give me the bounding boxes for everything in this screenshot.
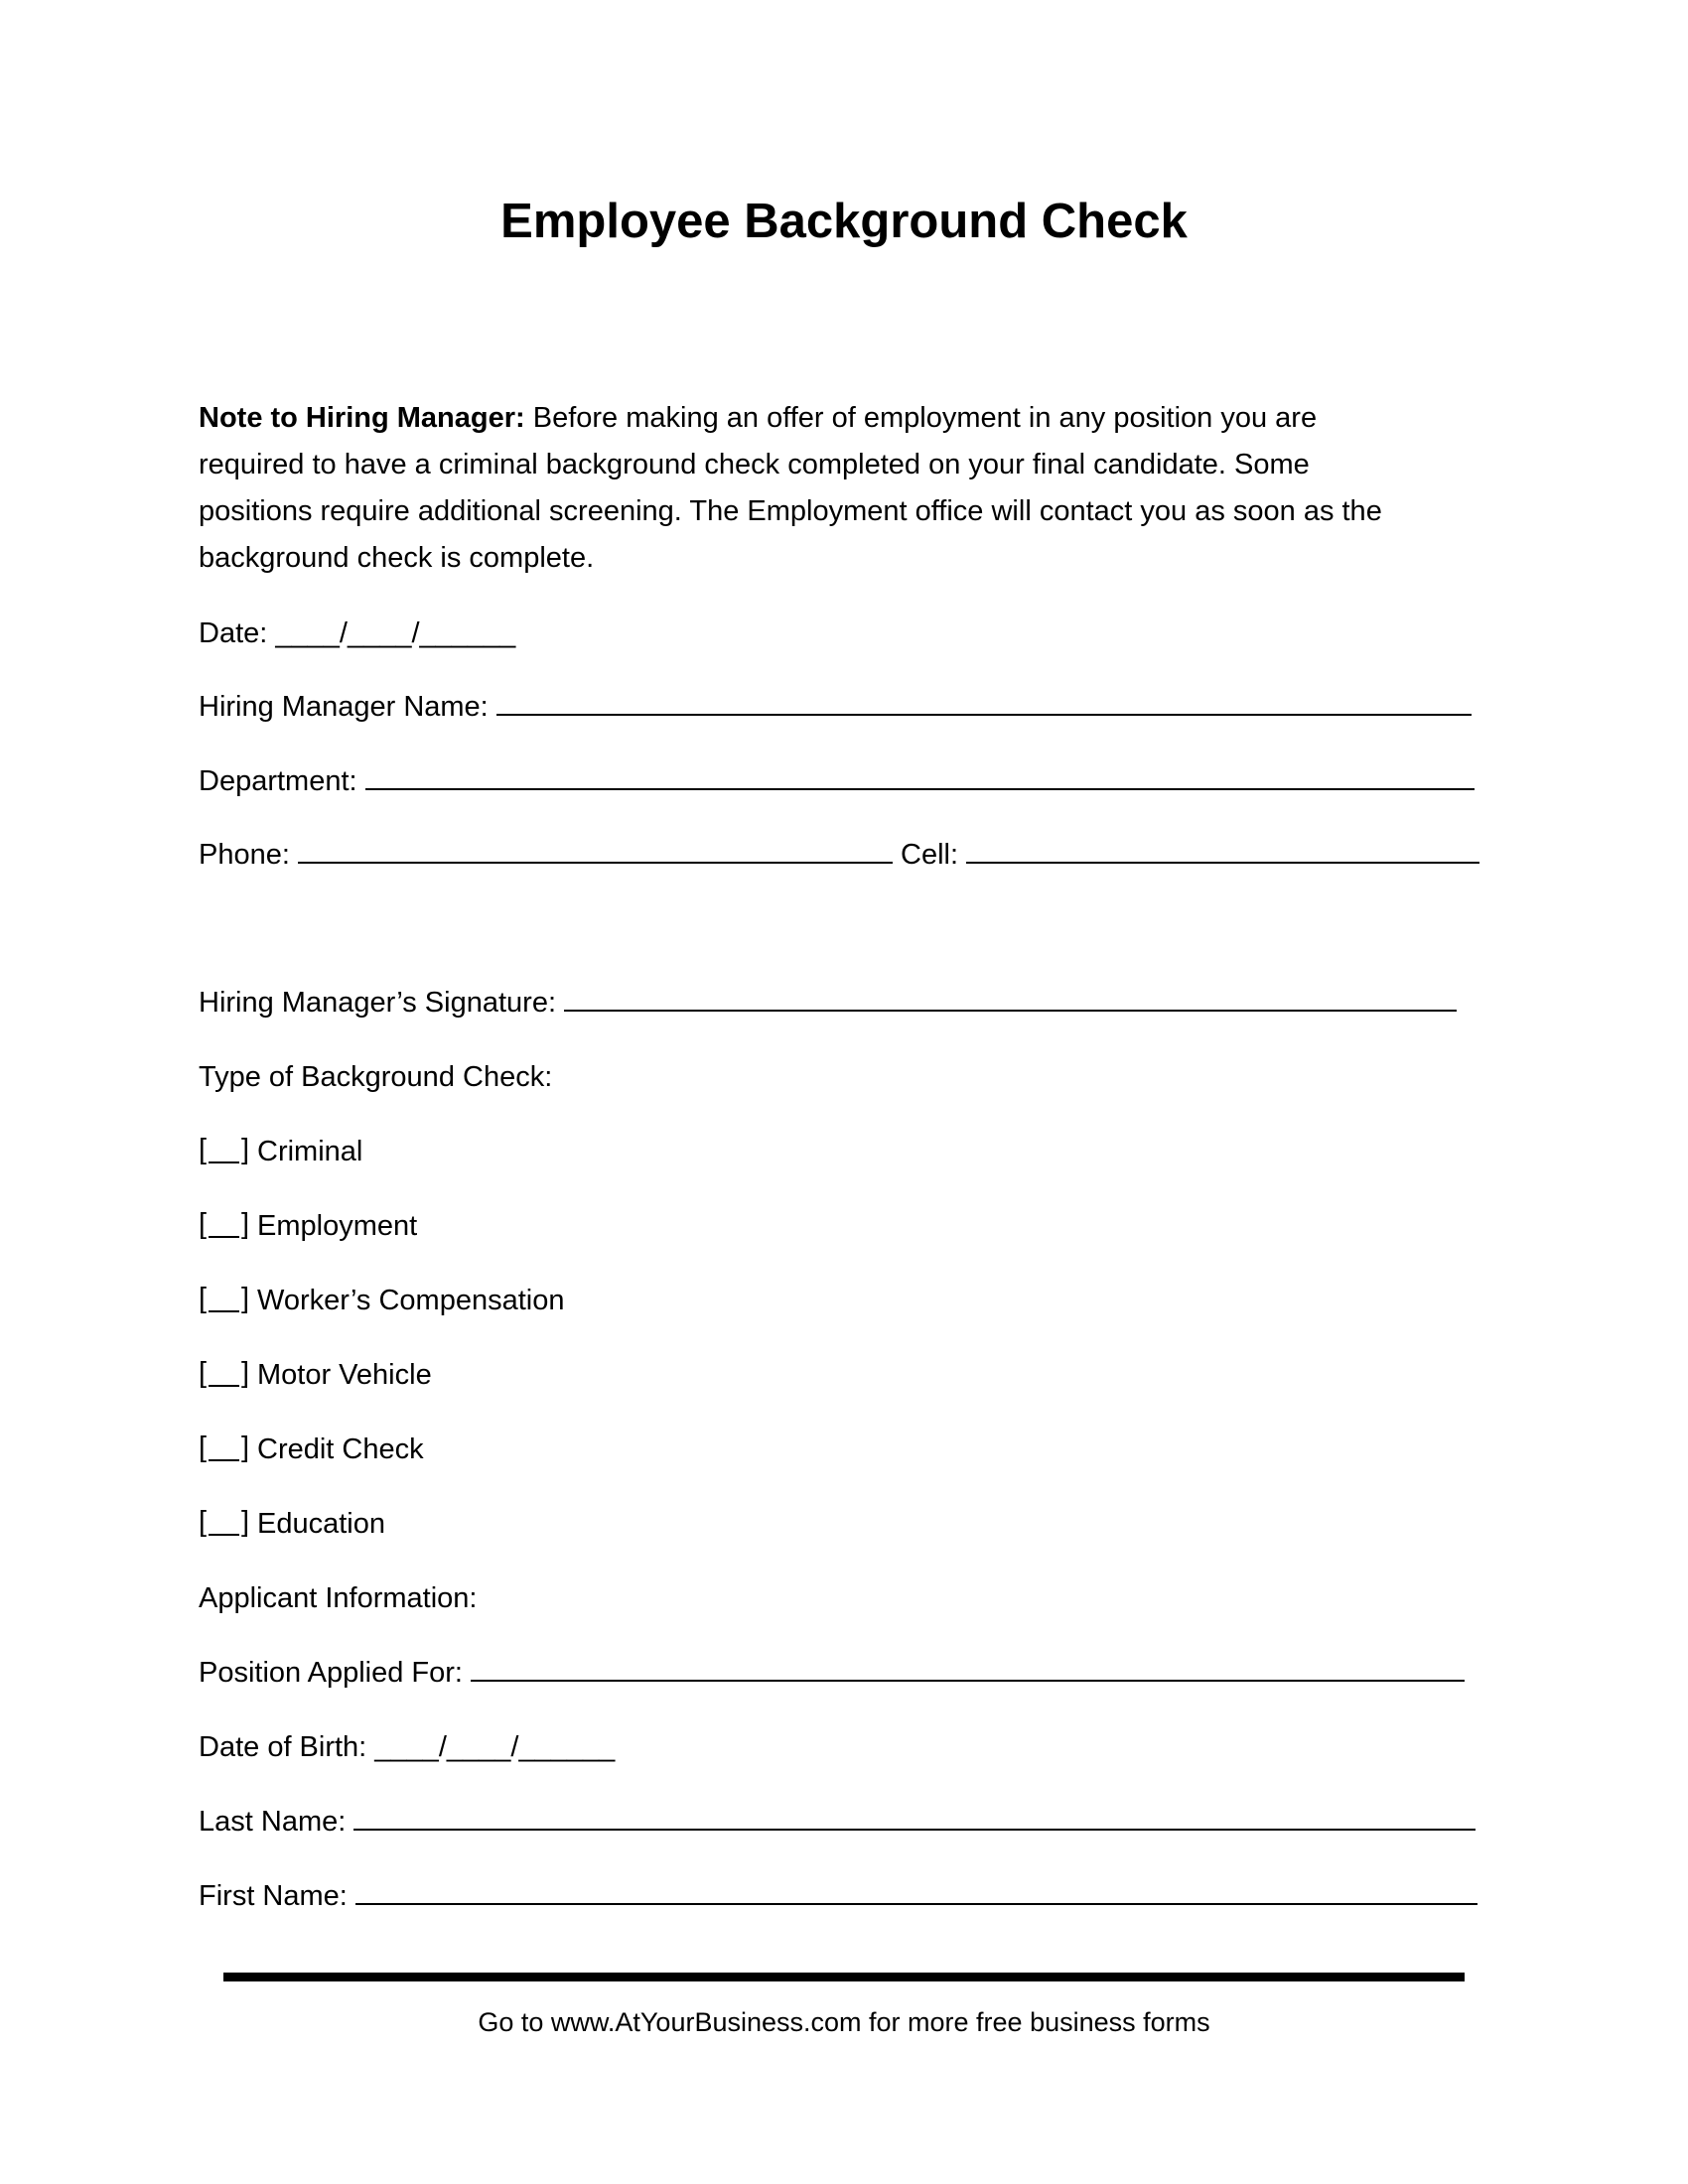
last-name-field[interactable] — [199, 1802, 1476, 1842]
last-name-line[interactable] — [353, 1803, 1476, 1831]
check-option-criminal[interactable] — [199, 1132, 362, 1171]
applicant-information-heading — [199, 1578, 477, 1618]
date-of-birth-field[interactable] — [199, 1727, 615, 1767]
check-label-education: Education — [257, 1508, 385, 1540]
background-check-type-heading — [199, 1057, 552, 1097]
note-line-1 — [199, 395, 1489, 442]
phone-label: Phone: — [199, 839, 290, 871]
department-line[interactable] — [365, 762, 1475, 790]
position-applied-line[interactable] — [471, 1654, 1465, 1682]
checkbox-employment[interactable]: [ ] — [199, 1208, 249, 1240]
checkbox-education[interactable]: [ ] — [199, 1506, 249, 1538]
last-name-label: Last Name: — [199, 1806, 347, 1838]
cell-line[interactable] — [966, 836, 1479, 864]
note-text-2: required to have a criminal background check completed on your final candidate. Some — [199, 449, 1310, 480]
hiring-manager-name-label: Hiring Manager Name: — [199, 691, 489, 723]
note-text-1: Before making an offer of employment in any position you are — [524, 402, 1318, 434]
department-label: Department: — [199, 765, 357, 797]
check-label-workers-compensation: Worker’s Compensation — [257, 1285, 565, 1316]
background-check-type-label: Type of Background Check: — [199, 1061, 553, 1093]
footer-divider — [223, 1973, 1465, 1981]
page-title: Employee Background Check — [500, 195, 1188, 248]
first-name-line[interactable] — [355, 1877, 1477, 1905]
position-applied-field[interactable] — [199, 1653, 1465, 1693]
phone-cell-row — [199, 835, 1479, 875]
check-label-credit-check: Credit Check — [257, 1433, 424, 1465]
signature-field[interactable] — [199, 983, 1457, 1023]
note-label: Note to Hiring Manager: — [199, 402, 525, 434]
date-of-birth-label: Date of Birth: ____/____/______ — [199, 1731, 616, 1763]
checkbox-workers-compensation[interactable]: [ ] — [199, 1283, 249, 1314]
check-label-motor-vehicle: Motor Vehicle — [257, 1359, 432, 1391]
phone-line[interactable] — [298, 836, 893, 864]
signature-label: Hiring Manager’s Signature: — [199, 987, 557, 1019]
note-text-3: positions require additional screening. The Employment office will contact you as soon as the — [199, 495, 1382, 527]
check-label-employment: Employment — [257, 1210, 418, 1242]
checkbox-credit-check[interactable]: [ ] — [199, 1432, 249, 1463]
check-label-criminal: Criminal — [257, 1136, 363, 1167]
check-option-education[interactable] — [199, 1504, 385, 1544]
hiring-manager-name-field[interactable] — [199, 687, 1472, 727]
position-applied-label: Position Applied For: — [199, 1657, 463, 1689]
check-option-motor-vehicle[interactable] — [199, 1355, 432, 1395]
hiring-manager-note — [199, 395, 1489, 582]
department-field[interactable] — [199, 761, 1475, 801]
date-field[interactable] — [199, 614, 515, 653]
check-option-credit-check[interactable] — [199, 1430, 424, 1469]
cell-label: Cell: — [901, 839, 959, 871]
hiring-manager-name-line[interactable] — [496, 688, 1472, 716]
first-name-field[interactable] — [199, 1876, 1477, 1916]
first-name-label: First Name: — [199, 1880, 348, 1912]
checkbox-motor-vehicle[interactable]: [ ] — [199, 1357, 249, 1389]
checkbox-criminal[interactable]: [ ] — [199, 1134, 249, 1165]
check-option-workers-compensation[interactable] — [199, 1281, 564, 1320]
footer-text: Go to www.AtYourBusiness.com for more free business forms — [478, 2007, 1210, 2037]
note-text-4: background check is complete. — [199, 542, 595, 574]
applicant-information-label: Applicant Information: — [199, 1582, 478, 1614]
check-option-employment[interactable] — [199, 1206, 417, 1246]
signature-line[interactable] — [564, 984, 1457, 1012]
date-label: Date: ____/____/______ — [199, 617, 516, 649]
